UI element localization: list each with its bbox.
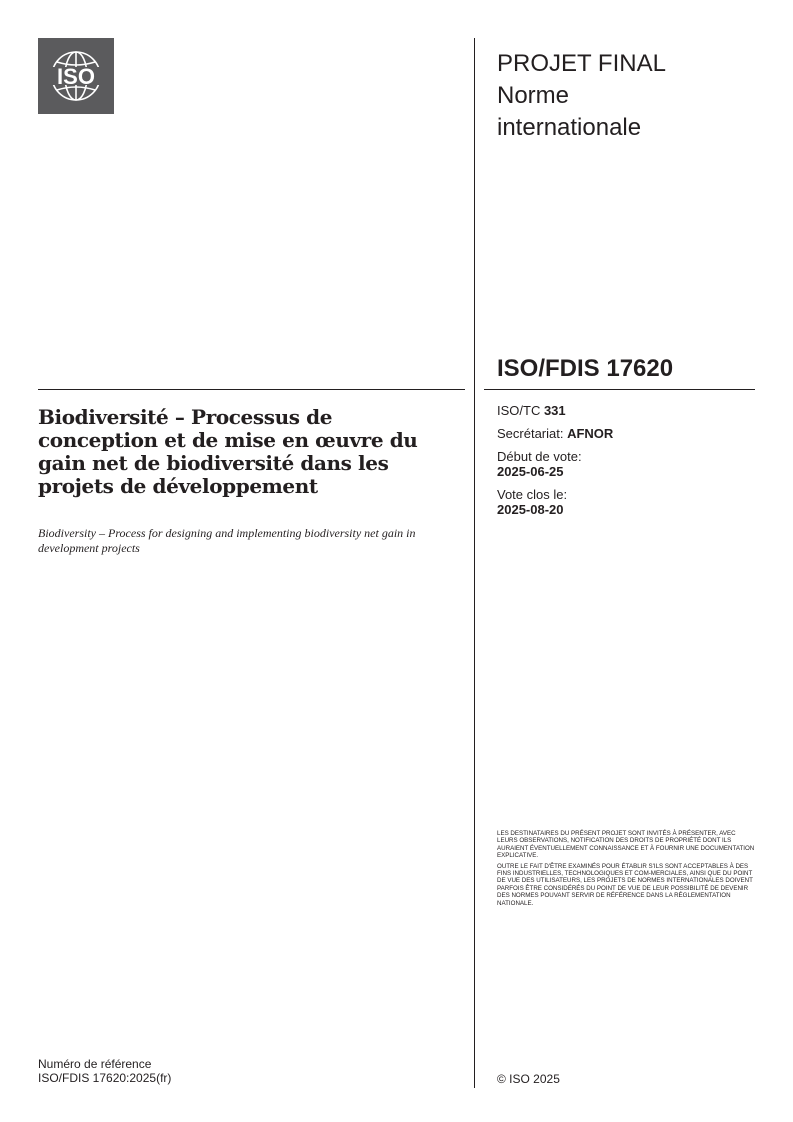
left-divider-line — [38, 389, 465, 390]
vote-end-date: 2025-08-20 — [497, 502, 564, 517]
document-kind-line-3: internationale — [497, 114, 642, 141]
tc-label: ISO/TC — [497, 403, 544, 418]
iso-globe-icon — [38, 38, 114, 114]
document-meta — [497, 403, 757, 525]
secretariat-label: Secrétariat: — [497, 426, 568, 441]
title-french: Biodiversité – Processus de conception et de mise en œuvre du gain net de biodiversité dans les projets de développement — [38, 405, 418, 498]
vote-end — [497, 487, 757, 517]
vote-end-label: Vote clos le: — [497, 487, 568, 502]
reference-label: Numéro de référence — [38, 1057, 152, 1071]
document-kind-line-2: Norme — [497, 82, 570, 109]
secretariat-value: AFNOR — [567, 426, 614, 441]
vote-start — [497, 449, 757, 479]
svg-text:ISO: ISO — [57, 64, 95, 89]
notice-paragraph-1: LES DESTINATAIRES DU PRÉSENT PROJET SONT INVITÉS À PRÉSENTER, AVEC LEURS OBSERVATIONS, NOTIFICATION DES DROITS DE PROPRIÉTÉ DONT ILS AURAIENT ÉVENTUELLEMENT CONNAISSANCE ET À FOURNIR UNE DOCUMENTATION EXPLICATIVE. — [497, 830, 755, 860]
tc-value: 331 — [543, 403, 566, 418]
right-divider-line — [484, 389, 755, 390]
iso-logo — [38, 38, 114, 114]
vote-start-date: 2025-06-25 — [497, 464, 564, 479]
reference-number — [38, 1058, 171, 1085]
vote-start-label: Début de vote: — [497, 449, 582, 464]
document-kind — [497, 48, 767, 144]
copyright: © ISO 2025 — [497, 1072, 560, 1086]
secretariat — [497, 426, 757, 441]
vertical-divider — [474, 38, 475, 1088]
document-kind-line-1: PROJET FINAL — [497, 50, 666, 77]
draft-notice — [497, 830, 755, 910]
title-english: Biodiversity – Process for designing and implementing biodiversity net gain in development projects — [38, 526, 416, 555]
document-number: ISO/FDIS 17620 — [497, 355, 674, 382]
technical-committee — [497, 403, 757, 418]
notice-paragraph-2: OUTRE LE FAIT D'ÊTRE EXAMINÉS POUR ÉTABLIR S'ILS SONT ACCEPTABLES À DES FINS INDUSTRIELLES, TECHNOLOGIQUES ET COM-MERCIALES, AINSI QUE DU POINT DE VUE DES UTILISATEURS, LES PROJETS DE NORMES INTERNATIONALES DOIVENT PARFOIS ÊTRE CONSIDÉRÉS DU POINT DE VUE DE LEUR POSSIBILITÉ DE DEVENIR DES NORMES POUVANT SERVIR DE RÉFÉRENCE DANS LA RÉGLEMENTATION NATIONALE. — [497, 862, 753, 907]
reference-value: ISO/FDIS 17620:2025(fr) — [38, 1070, 172, 1085]
